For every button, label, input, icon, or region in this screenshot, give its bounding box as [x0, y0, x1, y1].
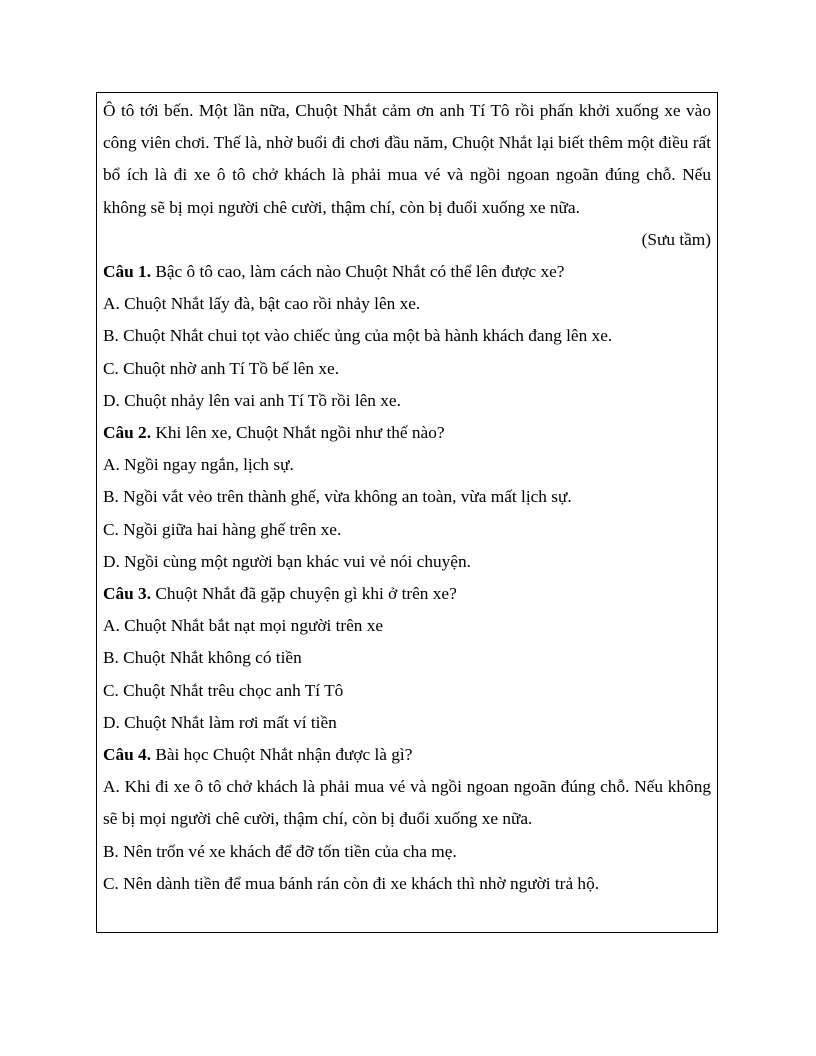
passage-paragraph: Ô tô tới bến. Một lần nữa, Chuột Nhắt cảm ơn anh Tí Tô rồi phấn khởi xuống xe vào công viên chơi. Thế là, nhờ buổi đi chơi đầu năm, Chuột Nhắt lại biết thêm một điều rất bổ ích là đi xe ô tô chở khách là phải mua vé và ngồi ngoan ngoãn đúng chỗ. Nếu không sẽ bị mọi người chê cười, thậm chí, còn bị đuổi xuống xe nữa.	[103, 101, 711, 217]
question-text: Chuột Nhắt đã gặp chuyện gì khi ở trên xe?	[155, 584, 457, 604]
question-1	[103, 256, 711, 288]
source-note: (Sưu tầm)	[641, 229, 711, 249]
question-label: Câu 4.	[103, 745, 152, 765]
question-text: Khi lên xe, Chuột Nhắt ngồi như thế nào?	[155, 423, 445, 443]
question-text: Bậc ô tô cao, làm cách nào Chuột Nhắt có thể lên được xe?	[155, 262, 565, 282]
question-label: Câu 3.	[103, 584, 152, 604]
answer-3b: B. Chuột Nhắt không có tiền	[103, 648, 302, 668]
answer-3c: C. Chuột Nhắt trêu chọc anh Tí Tô	[103, 680, 344, 700]
answer-2c: C. Ngồi giữa hai hàng ghế trên xe.	[103, 519, 342, 539]
answer-1c: C. Chuột nhờ anh Tí Tồ bế lên xe.	[103, 358, 340, 378]
reading-content	[103, 95, 711, 900]
answer-4b: B. Nên trốn vé xe khách để đỡ tốn tiền của cha mẹ.	[103, 841, 457, 861]
question-label: Câu 1.	[103, 262, 152, 282]
question-2	[103, 417, 711, 449]
question-label: Câu 2.	[103, 423, 152, 443]
question-4	[103, 739, 711, 771]
answer-3a: A. Chuột Nhắt bắt nạt mọi người trên xe	[103, 616, 384, 636]
answer-2a: A. Ngồi ngay ngắn, lịch sự.	[103, 455, 294, 475]
answer-2d: D. Ngồi cùng một người bạn khác vui vẻ nói chuyện.	[103, 551, 471, 571]
answer-1b: B. Chuột Nhắt chui tọt vào chiếc ủng của một bà hành khách đang lên xe.	[103, 326, 613, 346]
answer-1a: A. Chuột Nhắt lấy đà, bật cao rồi nhảy lên xe.	[103, 294, 421, 314]
answer-1d: D. Chuột nhảy lên vai anh Tí Tồ rồi lên xe.	[103, 390, 401, 410]
reading-box	[96, 92, 718, 933]
answer-4c: C. Nên dành tiền để mua bánh rán còn đi xe khách thì nhờ người trả hộ.	[103, 873, 600, 893]
question-3	[103, 578, 711, 610]
answer-4a: A. Khi đi xe ô tô chở khách là phải mua vé và ngồi ngoan ngoãn đúng chỗ. Nếu không sẽ bị mọi người chê cười, thậm chí, còn bị đuổi xuống xe nữa.	[103, 777, 711, 829]
question-text: Bài học Chuột Nhắt nhận được là gì?	[155, 745, 413, 765]
answer-2b: B. Ngồi vắt vẻo trên thành ghế, vừa không an toàn, vừa mất lịch sự.	[103, 487, 572, 507]
answer-3d: D. Chuột Nhắt làm rơi mất ví tiền	[103, 712, 337, 732]
